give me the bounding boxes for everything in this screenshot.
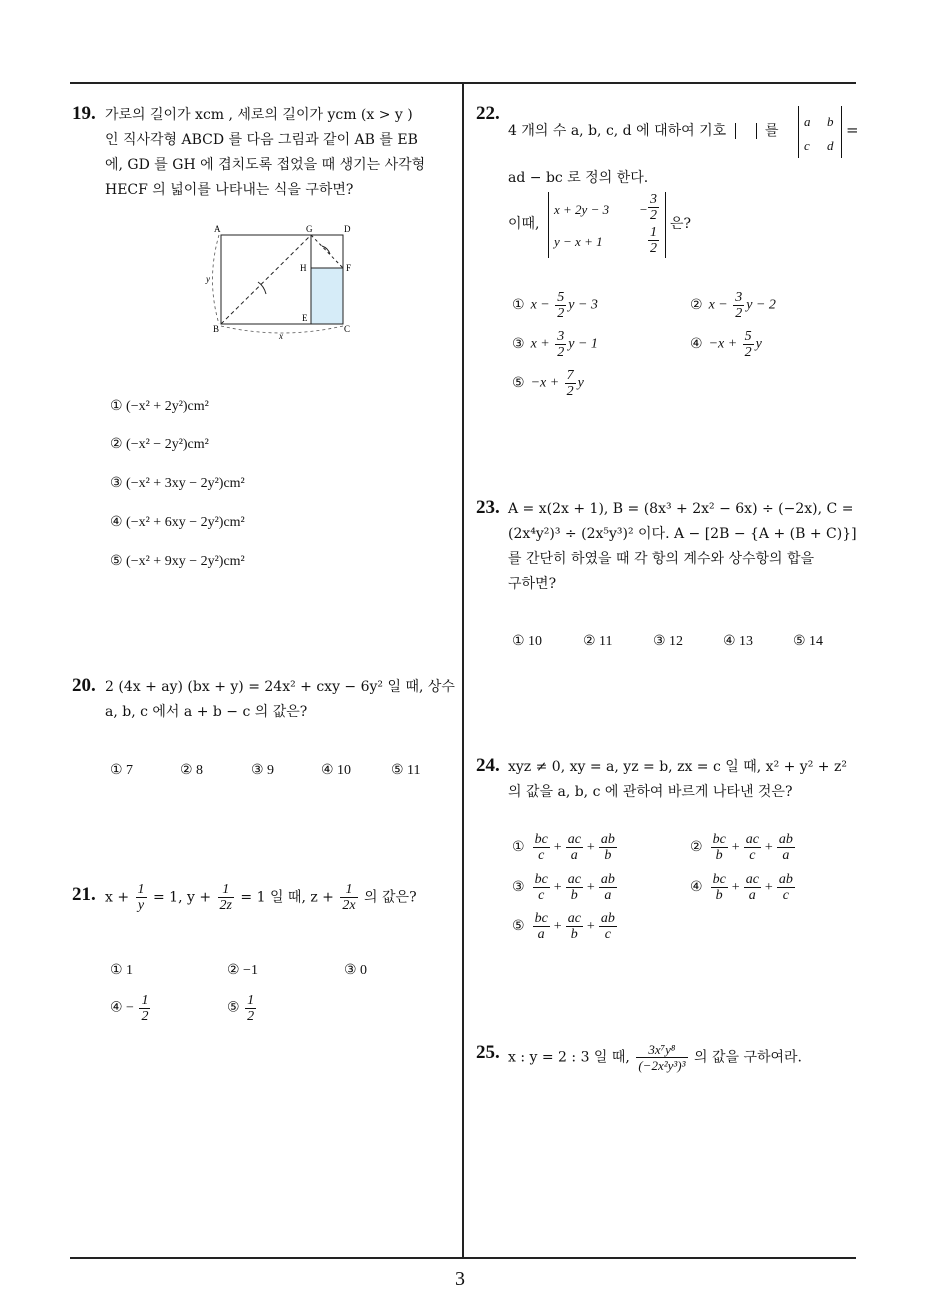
q22-option-1[interactable]: ① x − $\frac{5}{2}$ y − 3: [512, 290, 598, 321]
q25-fraction: $\frac{\text{3x⁷y⁸}}{\text{(−2x²y³)³}}$: [638, 1042, 686, 1073]
q21-number: 21.: [72, 884, 96, 905]
q25-text: 의 값을 구하여라.: [693, 1049, 802, 1066]
q21-text: = 1, y +: [152, 889, 212, 906]
q25-text: x : y = 2 : 3 일 때,: [508, 1049, 630, 1066]
q21-frac-1: $\frac{1}{y}$: [137, 882, 145, 913]
q24-option-fraction: $\frac{bc}{c}$: [534, 872, 548, 903]
q19-line: 에, GD 를 GH 에 겹치도록 접었을 때 생기는 사각형: [105, 157, 426, 173]
label-d: D: [344, 224, 351, 234]
q21-frac-3: $\frac{1}{2x}$: [342, 882, 356, 913]
q23-option-2[interactable]: ② 11: [583, 634, 613, 649]
q24-option-fraction: $\frac{ab}{b}$: [600, 832, 615, 863]
q19-option-5[interactable]: ⑤ (−x² + 9xy − 2y²)cm²: [110, 554, 245, 569]
brace-y: [213, 235, 220, 324]
q24-option-fraction: $\frac{ac}{c}$: [745, 832, 759, 863]
q22-number: 22.: [476, 103, 500, 124]
q22-det-frac-1-2: $\frac{1}{2}$: [650, 225, 657, 256]
q22-text: 4 개의 수 a, b, c, d 에 대하여 기호: [508, 123, 727, 139]
q22-line2: ad − bc 로 정의 한다.: [508, 170, 649, 186]
q20-stem: [105, 675, 460, 725]
q24-option-fraction: $\frac{bc}{b}$: [712, 832, 726, 863]
q24-option-fraction: $\frac{ab}{a}$: [778, 832, 793, 863]
q21-frac-2: $\frac{1}{2z}$: [219, 882, 232, 913]
bottom-rule: [70, 1257, 856, 1259]
label-e: E: [302, 313, 308, 323]
q24-option-fraction: $\frac{bc}{a}$: [534, 911, 548, 942]
page-number: 3: [455, 1268, 465, 1290]
q22-line3b: 은?: [670, 216, 692, 232]
q19-option-2[interactable]: ② (−x² − 2y²)cm²: [110, 437, 209, 452]
q24-option-fraction: $\frac{ab}{c}$: [600, 911, 615, 942]
q23-line: (2x⁴y²)³ ÷ (2x⁵y³)² 이다. A − [2B − {A + (B + C)}]: [508, 526, 857, 542]
q19-option-4[interactable]: ④ (−x² + 6xy − 2y²)cm²: [110, 515, 245, 530]
fold-line-gf: [311, 235, 343, 268]
q20-option-3[interactable]: ③ 9: [251, 763, 275, 778]
q22-equals: =: [846, 121, 859, 139]
q24-option-fraction: $\frac{ab}{a}$: [600, 872, 615, 903]
q24-option-fraction: $\frac{bc}{b}$: [712, 872, 726, 903]
q22-option-2[interactable]: ② x − $\frac{3}{2}$ y − 2: [690, 290, 776, 321]
q19-rectangle-figure: [200, 220, 370, 345]
q24-option-3[interactable]: ③ $\frac{bc}{c}$ + $\frac{ac}{b}$ + $\frac{ab}{a}$: [512, 872, 615, 903]
label-f: F: [346, 263, 352, 273]
q25-stem: [508, 1042, 802, 1073]
q24-option-4[interactable]: ④ $\frac{bc}{b}$ + $\frac{ac}{a}$ + $\frac{ab}{c}$: [690, 872, 793, 903]
label-h: H: [300, 263, 307, 273]
q23-stem: [508, 497, 858, 597]
q20-option-4[interactable]: ④ 10: [321, 763, 352, 778]
q21-text: x +: [105, 889, 130, 906]
q25-number: 25.: [476, 1042, 500, 1063]
q23-option-3[interactable]: ③ 12: [653, 634, 684, 649]
q19-stem: [105, 103, 460, 203]
q24-option-fraction: $\frac{bc}{c}$: [534, 832, 548, 863]
q20-line: a, b, c 에서 a + b − c 의 값은?: [105, 704, 308, 720]
q22-text: 를: [765, 123, 779, 139]
q21-text: 의 값은?: [364, 889, 417, 906]
q23-number: 23.: [476, 497, 500, 518]
q21-option-4-frac: $\frac{1}{2}$: [141, 993, 149, 1024]
q23-option-4[interactable]: ④ 13: [723, 634, 754, 649]
q24-stem: [508, 755, 860, 805]
fold-line-bg: [221, 235, 311, 324]
q22-option-5[interactable]: ⑤ −x + $\frac{7}{2}$ y: [512, 368, 584, 399]
q21-stem: [105, 882, 417, 913]
q24-option-fraction: $\frac{ac}{a}$: [567, 832, 581, 863]
q22-det-frac-3-2: $\frac{3}{2}$: [650, 192, 657, 223]
q22-line3a: 이때,: [508, 216, 540, 232]
q19-line: 인 직사각형 ABCD 를 다음 그림과 같이 AB 를 EB: [105, 132, 418, 148]
q20-option-2[interactable]: ② 8: [180, 763, 204, 778]
q23-line: 구하면?: [508, 576, 557, 592]
q21-option-2[interactable]: ② −1: [227, 963, 258, 978]
q20-number: 20.: [72, 675, 96, 696]
q24-line: 의 값을 a, b, c 에 관하여 바르게 나타낸 것은?: [508, 784, 793, 800]
q21-option-1[interactable]: ① 1: [110, 963, 134, 978]
q24-option-fraction: $\frac{ac}{b}$: [567, 911, 581, 942]
q24-option-5[interactable]: ⑤ $\frac{bc}{a}$ + $\frac{ac}{b}$ + $\frac{ab}{c}$: [512, 911, 615, 942]
q19-line: 가로의 길이가 xcm , 세로의 길이가 ycm (x > y ): [105, 107, 413, 123]
label-b: B: [213, 324, 220, 334]
q19-line: HECF 의 넓이를 나타내는 식을 구하면?: [105, 182, 354, 198]
q21-option-5-label: ⑤: [227, 1000, 240, 1016]
shaded-rect-hecf: [311, 268, 343, 324]
q21-option-4[interactable]: [110, 993, 152, 1024]
q22-option-4[interactable]: ④ −x + $\frac{5}{2}$ y: [690, 329, 762, 360]
label-g: G: [306, 224, 313, 234]
q22-empty-det: [735, 123, 757, 139]
q22-det-expression: x + 2y − 3 − $\frac{3}{2}$ y − x + 1 $\frac{1}{2}$: [548, 192, 666, 258]
q24-option-fraction: $\frac{ac}{b}$: [567, 872, 581, 903]
q23-line: A = x(2x + 1), B = (8x³ + 2x² − 6x) ÷ (−2x), C =: [508, 501, 854, 517]
q24-line: xyz ≠ 0, xy = a, yz = b, zx = c 일 때, x² + y² + z²: [508, 759, 847, 775]
q24-number: 24.: [476, 755, 500, 776]
q22-det-abcd: a b c d: [798, 106, 842, 158]
q23-option-1[interactable]: ① 10: [512, 634, 543, 649]
q20-option-1[interactable]: ① 7: [110, 763, 134, 778]
label-x: x: [279, 331, 283, 341]
label-c: C: [344, 324, 351, 334]
q23-option-5[interactable]: ⑤ 14: [793, 634, 824, 649]
q20-line: 2 (4x + ay) (bx + y) = 24x² + cxy − 6y² 일 때, 상수: [105, 679, 455, 695]
q21-option-5[interactable]: [227, 993, 258, 1024]
q21-option-5-frac: $\frac{1}{2}$: [247, 993, 255, 1024]
q24-option-1[interactable]: ① $\frac{bc}{c}$ + $\frac{ac}{a}$ + $\frac{ab}{b}$: [512, 832, 615, 863]
q22-option-3[interactable]: ③ x + $\frac{3}{2}$ y − 1: [512, 329, 598, 360]
q22-line1: [508, 119, 779, 144]
q24-option-fraction: $\frac{ac}{a}$: [745, 872, 759, 903]
q20-option-5[interactable]: ⑤ 11: [391, 763, 421, 778]
q19-option-1[interactable]: ① (−x² + 2y²)cm²: [110, 399, 209, 414]
q24-option-2[interactable]: ② $\frac{bc}{b}$ + $\frac{ac}{c}$ + $\frac{ab}{a}$: [690, 832, 793, 863]
label-y: y: [206, 274, 210, 284]
column-divider: [462, 82, 464, 1258]
q23-line: 를 간단히 하였을 때 각 항의 계수와 상수항의 합을: [508, 551, 815, 567]
q21-option-4-label: ④ −: [110, 1000, 134, 1016]
q19-option-3[interactable]: ③ (−x² + 3xy − 2y²)cm²: [110, 476, 245, 491]
q24-option-fraction: $\frac{ab}{c}$: [778, 872, 793, 903]
q19-number: 19.: [72, 103, 96, 124]
q21-text: = 1 일 때, z +: [240, 889, 334, 906]
q21-option-3[interactable]: ③ 0: [344, 963, 368, 978]
label-a: A: [214, 224, 221, 234]
